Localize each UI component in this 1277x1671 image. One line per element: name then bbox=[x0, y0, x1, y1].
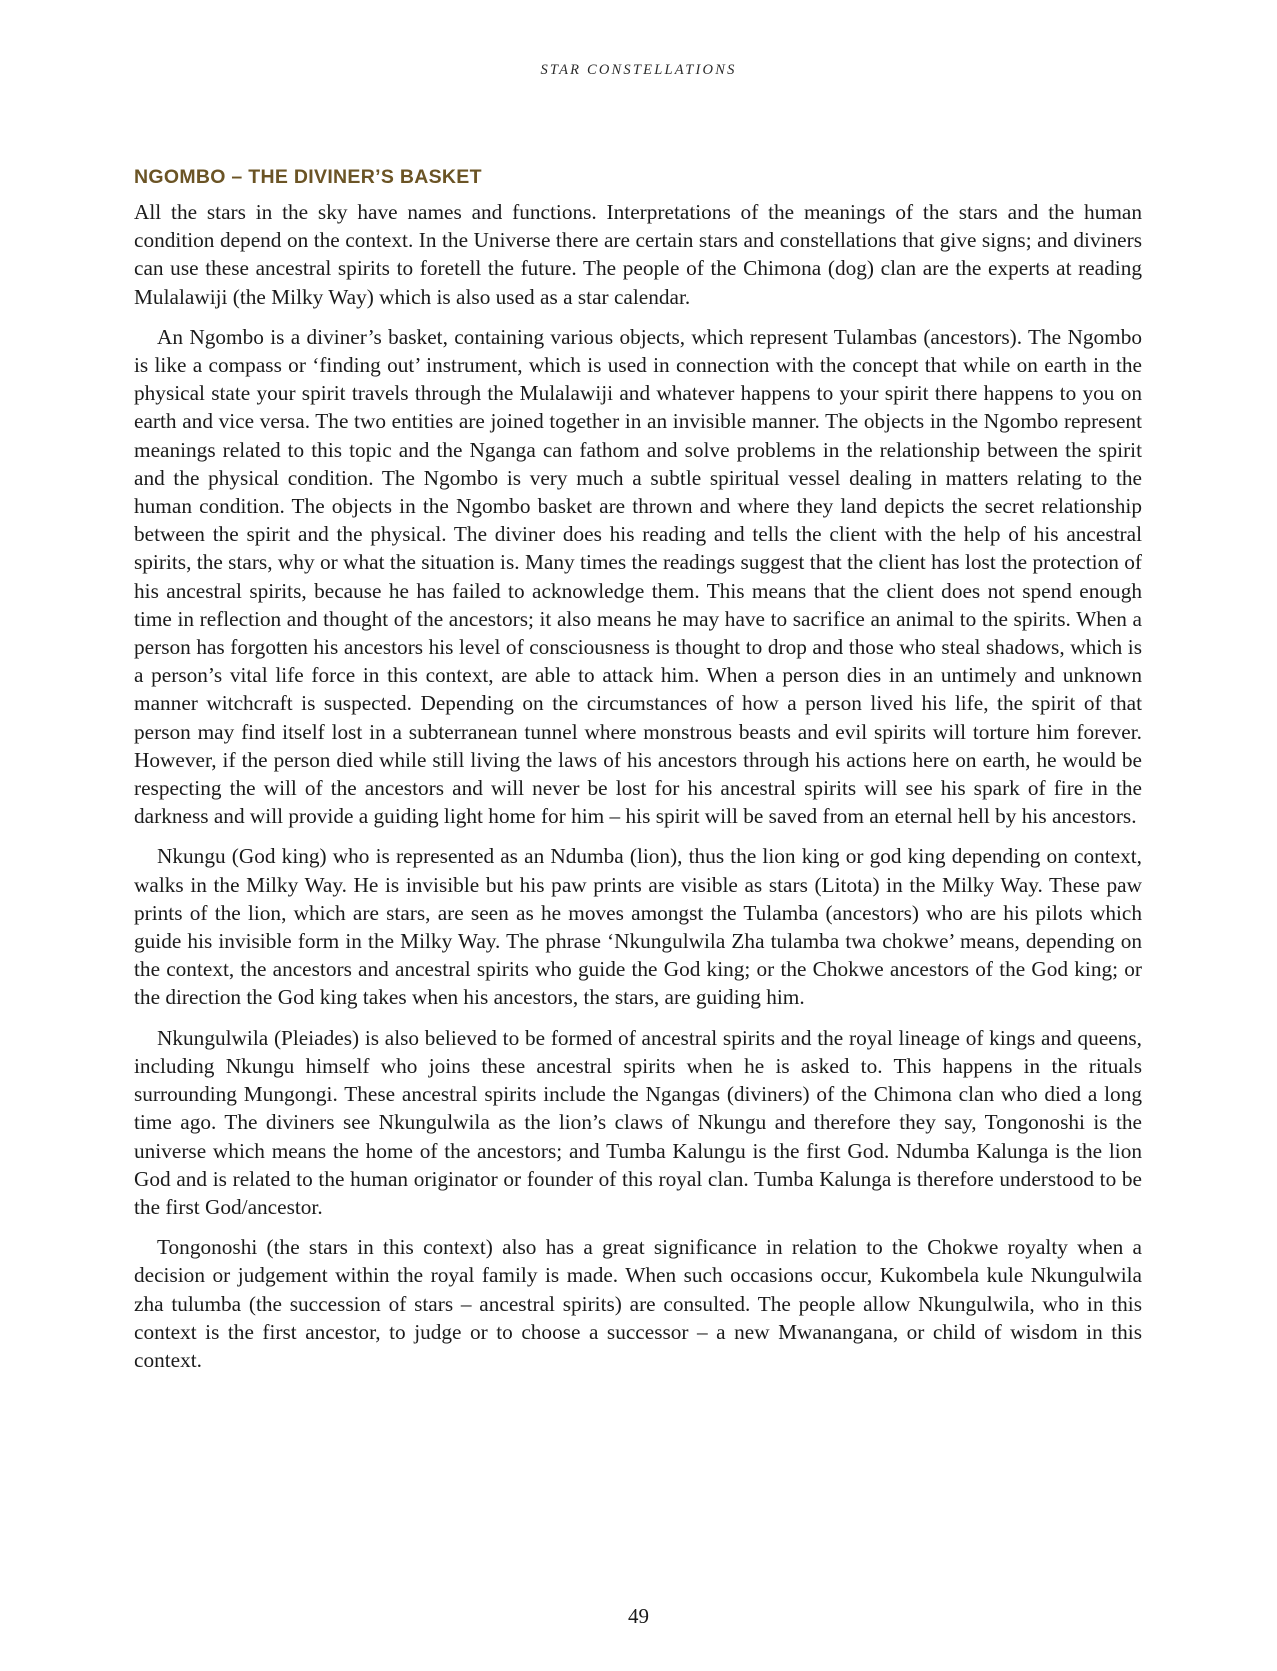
section-heading: NGOMBO – THE DIVINER’S BASKET bbox=[134, 166, 482, 188]
running-header: STAR CONSTELLATIONS bbox=[540, 62, 737, 78]
page-number: 49 bbox=[628, 1604, 649, 1628]
paragraph-nkungulwila: Nkungulwila (Pleiades) is also believed to be formed of ancestral spirits and the royal lineage of kings and queens, including Nkungu himself who joins these ancestral spirits when he is asked to. This happens in the rituals surrounding Mungongi. These ancestral spirits include the Ngangas (diviners) of the Chimona clan who died a long time ago. The diviners see Nkungulwila as the lion’s claws of Nkungu and therefore they say, Tongonoshi is the universe which means the home of the ancestors; and Tumba Kalungu is the first God. Ndumba Kalunga is the lion God and is related to the human originator or founder of this royal clan. Tumba Kalunga is therefore understood to be the first God/ancestor. bbox=[134, 1025, 1142, 1219]
paragraph-ngombo: An Ngombo is a diviner’s basket, containing various objects, which represent Tulambas (ancestors). The Ngombo is like a compass or ‘finding out’ instrument, which is used in connection with the concept that while on earth in the physical state your spirit travels through the Mulalawiji and whatever happens to your spirit there happens to you on earth and vice versa. The two entities are joined together in an invisible manner. The objects in the Ngombo represent meanings related to this topic and the Nganga can fathom and solve problems in the relationship between the spirit and the physical condition. The Ngombo is very much a subtle spiritual vessel dealing in matters relating to the human condition. The objects in the Ngombo basket are thrown and where they land depicts the secret relationship between the spirit and the physical. The diviner does his reading and tells the client with the help of his ancestral spirits, the stars, why or what the situation is. Many times the readings suggest that the client has lost the protection of his ancestral spirits, because he has failed to acknowledge them. This means that the client does not spend enough time in reflection and thought of the ancestors; it also means he may have to sacrifice an animal to the spirits. When a person has forgotten his ancestors his level of consciousness is thought to drop and those who steal shadows, which is a person’s vital life force in this context, are able to attack him. When a person dies in an untimely and unknown manner witchcraft is suspected. Depending on the circumstances of how a person lived his life, the spirit of that person may find itself lost in a subterranean tunnel where monstrous beasts and evil spirits will torture him forever. However, if the person died while still living the laws of his ancestors through his actions here on earth, he would be respecting the will of the ancestors and will never be lost for his ancestral spirits will see his spark of fire in the darkness and will provide a guiding light home for him – his spirit will be saved from an eternal hell by his ancestors. bbox=[134, 324, 1142, 829]
page-body bbox=[134, 164, 1142, 1386]
paragraph-nkungu: Nkungu (God king) who is represented as an Ndumba (lion), thus the lion king or god king depending on context, walks in the Milky Way. He is invisible but his paw prints are visible as stars (Litota) in the Milky Way. These paw prints of the lion, which are stars, are seen as he moves amongst the Tulamba (ancestors) who are his pilots which guide his invisible form in the Milky Way. The phrase ‘Nkungulwila Zha tulamba twa chokwe’ means, depending on the context, the ancestors and ancestral spirits who guide the God king; or the Chokwe ancestors of the God king; or the direction the God king takes when his ancestors, the stars, are guiding him. bbox=[134, 844, 1142, 1010]
paragraph-intro: All the stars in the sky have names and functions. Interpretations of the meanings of the stars and the human condition depend on the context. In the Universe there are certain stars and constellations that give signs; and diviners can use these ancestral spirits to foretell the future. The people of the Chimona (dog) clan are the experts at reading Mulalawiji (the Milky Way) which is also used as a star calendar. bbox=[134, 200, 1142, 309]
paragraph-tongonoshi: Tongonoshi (the stars in this context) also has a great significance in relation to the Chokwe royalty when a decision or judgement within the royal family is made. When such occasions occur, Kukombela kule Nkungulwila zha tulumba (the succession of stars – ancestral spirits) are consulted. The people allow Nkungulwila, who in this context is the first ancestor, to judge or to choose a successor – a new Mwanangana, or child of wisdom in this context. bbox=[134, 1235, 1142, 1372]
